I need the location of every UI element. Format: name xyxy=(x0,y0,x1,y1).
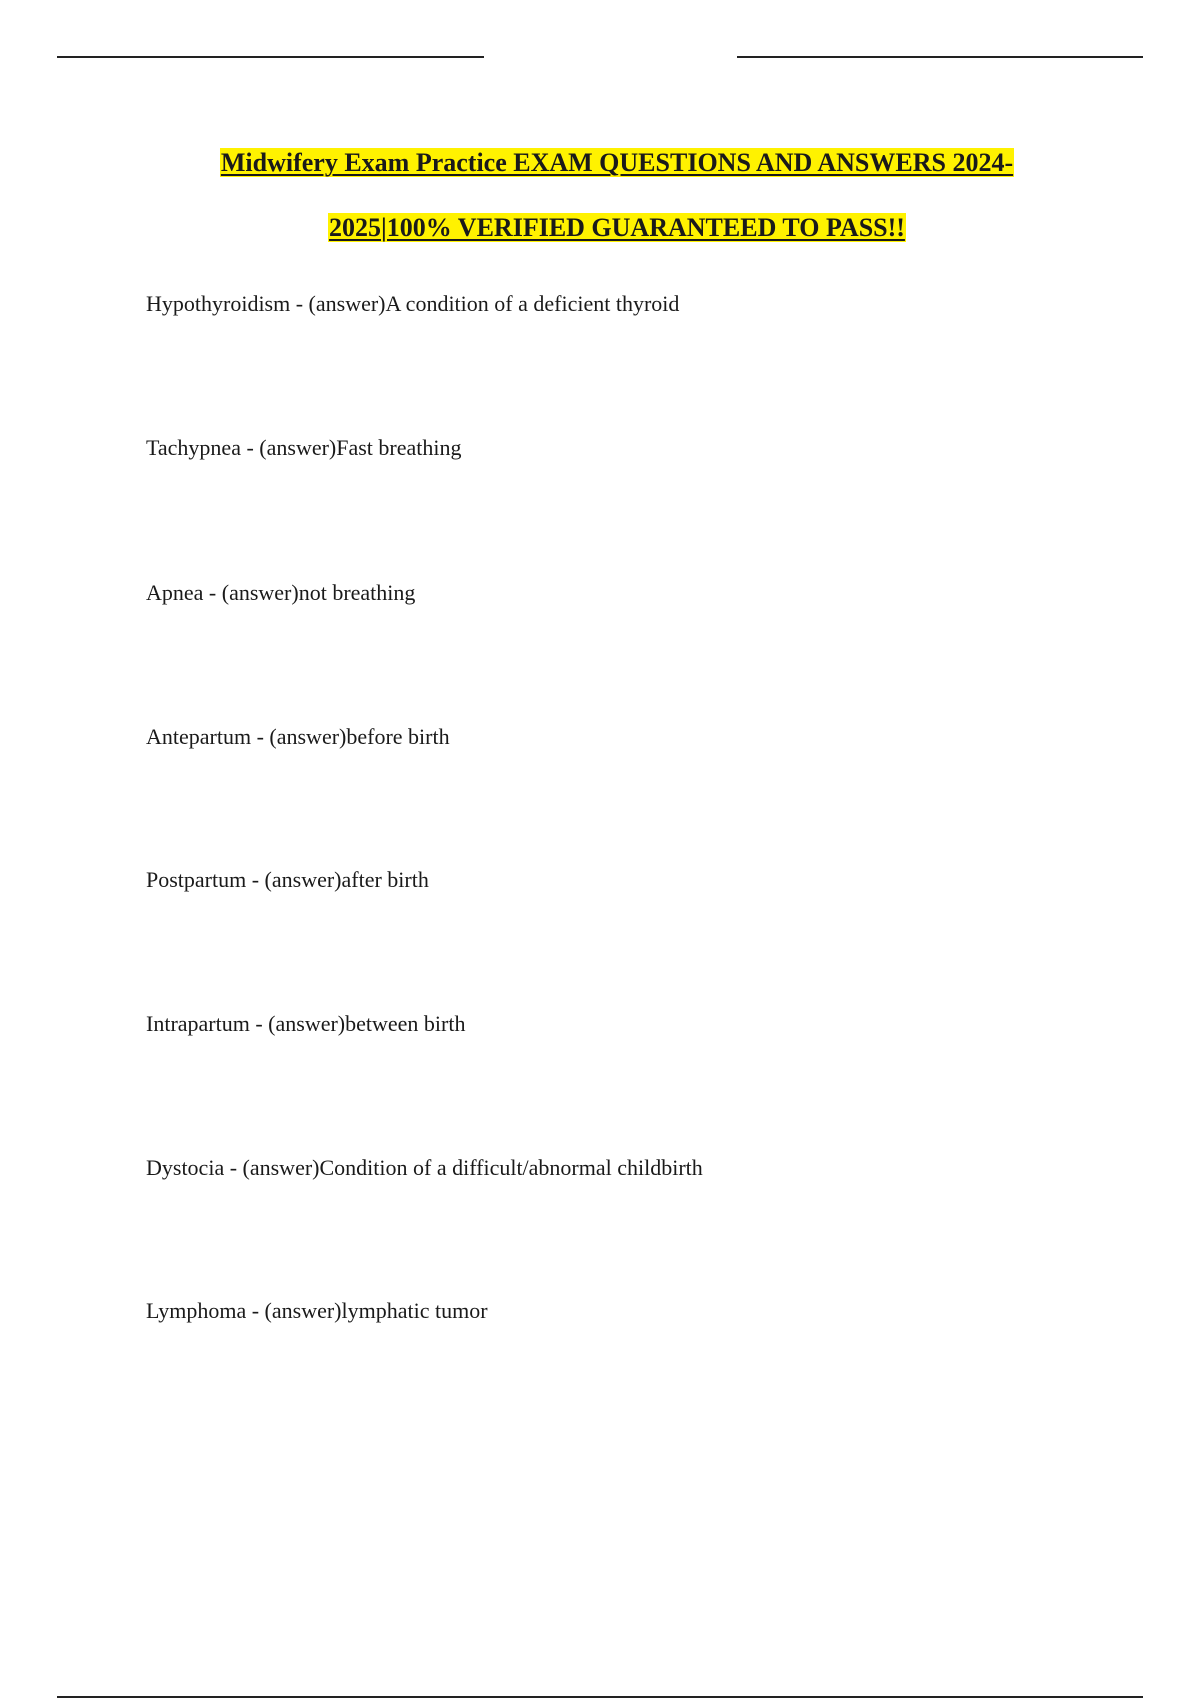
document-title-line-2 xyxy=(0,211,1200,245)
qa-entry-antepartum: Antepartum - (answer)before birth xyxy=(146,724,450,749)
qa-entry-intrapartum: Intrapartum - (answer)between birth xyxy=(146,1011,466,1036)
qa-entry-tachypnea: Tachypnea - (answer)Fast breathing xyxy=(146,435,462,460)
qa-entry-dystocia: Dystocia - (answer)Condition of a difficult/abnormal childbirth xyxy=(146,1155,703,1180)
document-title-line-1 xyxy=(0,146,1200,180)
qa-entry-hypothyroidism: Hypothyroidism - (answer)A condition of a deficient thyroid xyxy=(146,291,680,316)
title-highlight-1: Midwifery Exam Practice EXAM QUESTIONS AND ANSWERS 2024- xyxy=(220,148,1014,177)
footer-rule xyxy=(57,1696,1143,1698)
header-rule-left xyxy=(57,56,484,58)
title-highlight-2: 2025|100% VERIFIED GUARANTEED TO PASS!! xyxy=(329,213,905,242)
qa-entry-apnea: Apnea - (answer)not breathing xyxy=(146,580,416,605)
header-rule-right xyxy=(737,56,1143,58)
qa-entry-lymphoma: Lymphoma - (answer)lymphatic tumor xyxy=(146,1298,488,1323)
qa-entry-postpartum: Postpartum - (answer)after birth xyxy=(146,867,429,892)
